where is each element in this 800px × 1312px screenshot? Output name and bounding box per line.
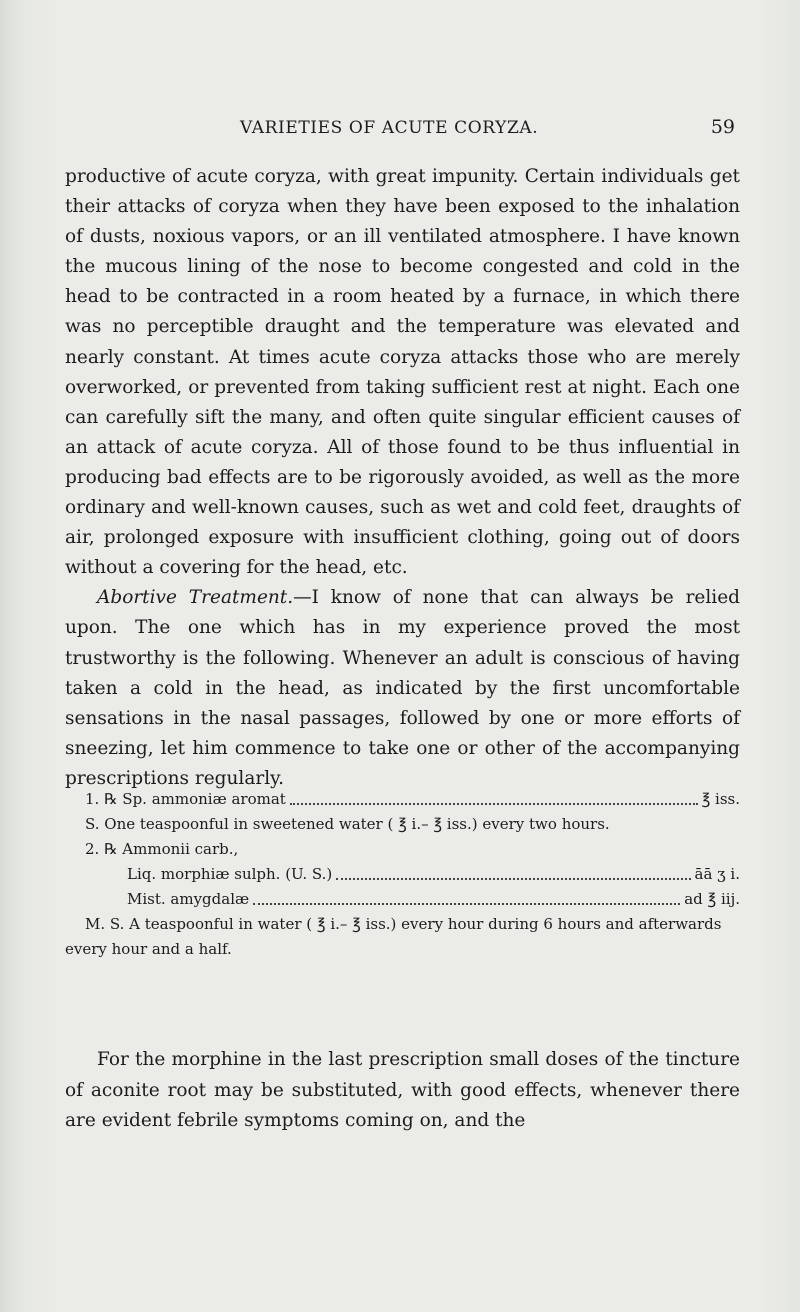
ingredient-name: Mist. amygdalæ — [127, 890, 250, 908]
dot-leader — [253, 887, 680, 905]
prescription-1-quantity: ℥ iss. — [701, 790, 740, 808]
dot-leader — [336, 862, 690, 880]
prescription-2-ingredient-2 — [65, 887, 740, 912]
body-text-continued — [65, 1045, 740, 1137]
page-number: 59 — [710, 116, 735, 138]
prescriptions — [65, 787, 740, 962]
paragraph-text: —I know of none that can always be relied upon. The one which has in my experience proved the most trustworthy is the following. Whenever an adult is conscious of having taken a cold in the head, as indicated by the first uncomfortable sensations in the nasal passages, followed by one or more efforts of sneezing, let him commence to take one or other of the accompanying prescriptions regularly. — [65, 587, 740, 789]
running-head: VARIETIES OF ACUTE CORYZA. — [240, 118, 539, 138]
ingredient-quantity: ad ℥ iij. — [684, 890, 740, 908]
prescription-1-ingredient: 1. ℞ Sp. ammoniæ aromat — [85, 790, 286, 808]
paragraph-abortive-treatment — [65, 583, 740, 794]
dot-leader — [290, 787, 698, 805]
ingredient-name: Liq. morphiæ sulph. (U. S.) — [127, 865, 333, 883]
paragraph-aconite: For the morphine in the last prescription small doses of the tincture of aconite root may be substituted, with good effects, whenever there are evident febrile symptoms coming on, and the — [65, 1049, 740, 1131]
prescription-1 — [65, 787, 740, 812]
prescription-2-directions: M. S. A teaspoonful in water ( ℥ i.– ℥ iss.) every hour during 6 hours and afterwards every hour and a half. — [65, 915, 722, 958]
body-text — [65, 162, 740, 794]
page-header — [65, 116, 737, 146]
prescription-2-ingredient-1 — [65, 862, 740, 887]
prescription-1-directions: S. One teaspoonful in sweetened water ( ℥ i.– ℥ iss.) every two hours. — [85, 815, 610, 833]
paragraph-causes: productive of acute coryza, with great impunity. Certain individuals get their attacks of coryza when they have been exposed to the inhalation of dusts, noxious vapors, or an ill ventilated atmosphere. I have known the mucous lining of the nose to become congested and cold in the head to be contracted in a room heated by a furnace, in which there was no perceptible draught and the temperature was elevated and nearly constant. At times acute coryza attacks those who are merely overworked, or prevented from taking sufficient rest at night. Each one can carefully sift the many, and often quite singular efficient causes of an attack of acute coryza. All of those found to be thus influential in producing bad effects are to be rigorously avoided, as well as the more ordinary and well-known causes, such as wet and cold feet, draughts of air, prolonged exposure with insufficient clothing, going out of doors without a covering for the head, etc. — [65, 166, 740, 579]
section-heading: Abortive Treatment. — [97, 587, 294, 609]
prescription-2-title: 2. ℞ Ammonii carb., — [85, 840, 239, 858]
ingredient-quantity: āā ʒ i. — [694, 865, 740, 883]
